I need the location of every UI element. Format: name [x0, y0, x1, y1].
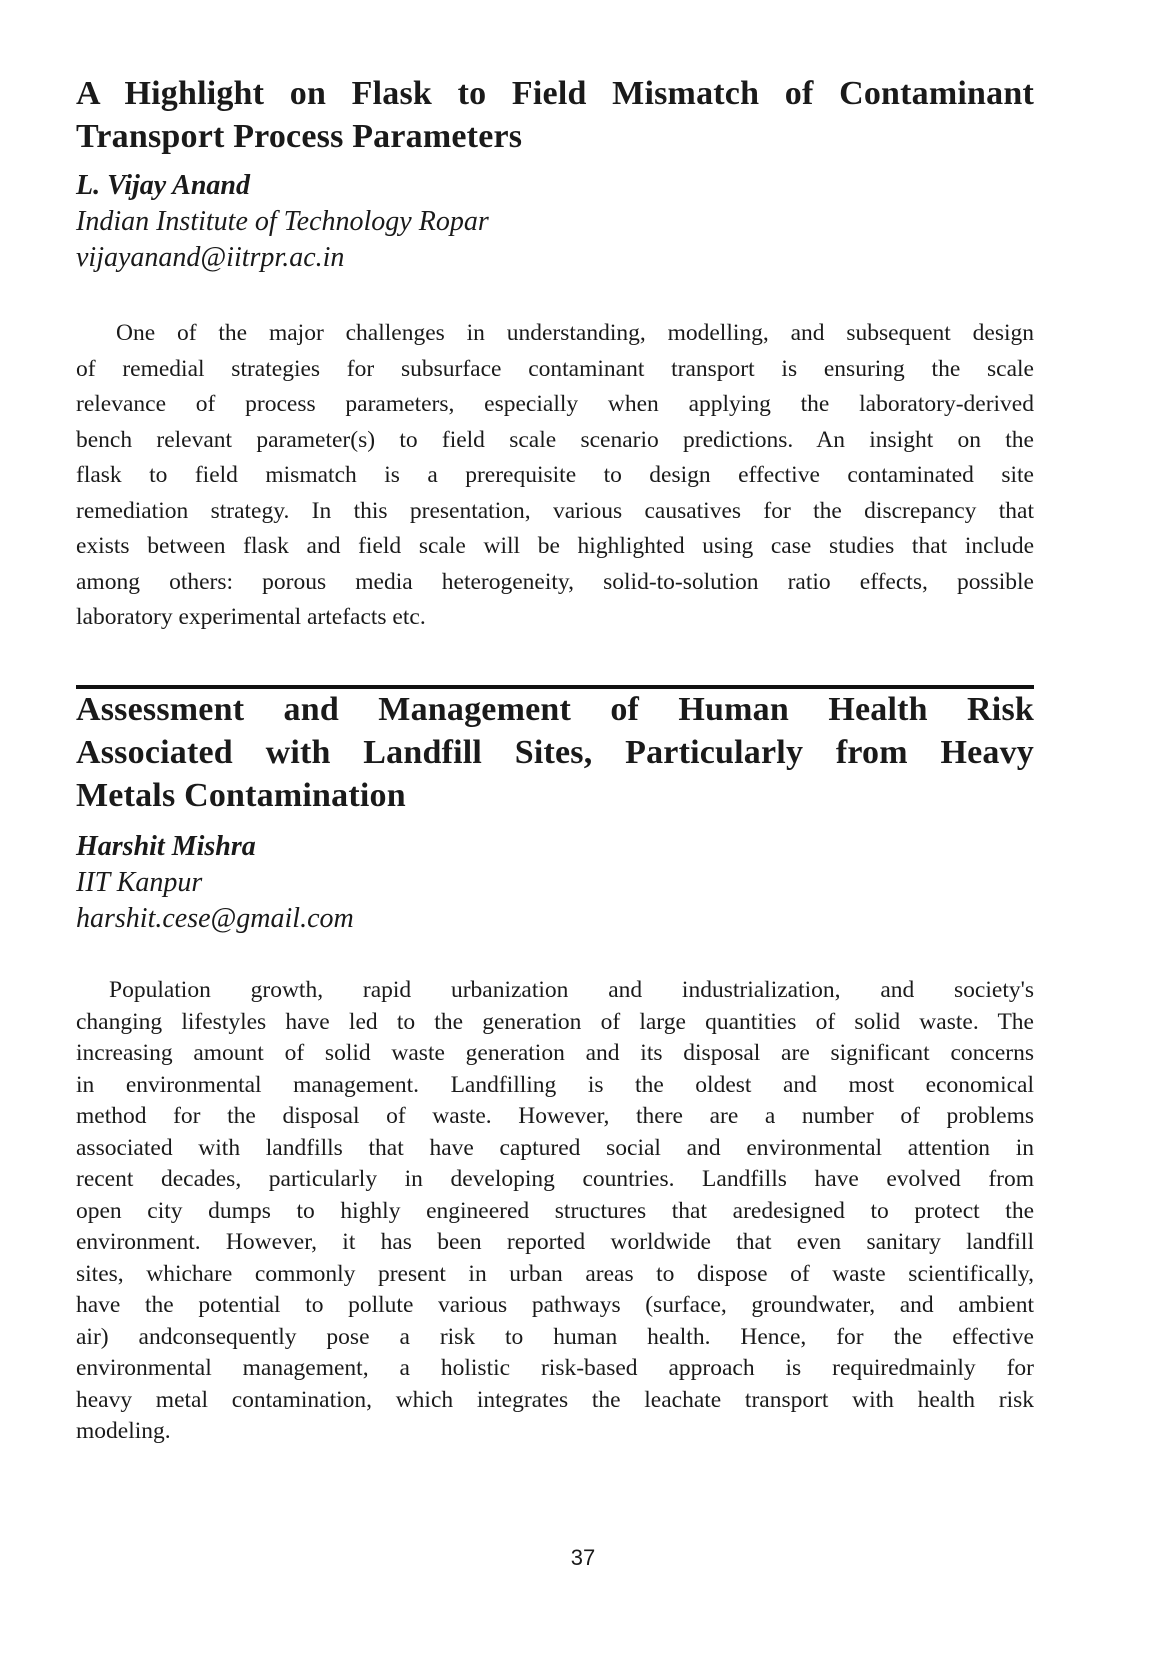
- abstract-line: environmental management, a holistic risk-based approach is requiredmainly for: [76, 1355, 1034, 1381]
- abstract-line: laboratory experimental artefacts etc.: [76, 604, 426, 630]
- abstract-line: associated with landfills that have captured social and environmental attention in: [76, 1134, 1034, 1161]
- abstract-line: among others: porous media heterogeneity, solid-to-solution ratio effects, possible: [76, 568, 1034, 595]
- paper-1-abstract: [76, 316, 1034, 636]
- abstract-line: environment. However, it has been reported worldwide that even sanitary landfill: [76, 1229, 1034, 1255]
- title-line: Assessment and Management of Human Health Risk: [76, 691, 1034, 728]
- title-line: Transport Process Parameters: [76, 118, 523, 155]
- abstract-line: Population growth, rapid urbanization and industrialization, and society's: [109, 977, 1034, 1003]
- paper-1-author: L. Vijay Anand: [76, 170, 251, 201]
- paper-2-abstract: [76, 975, 1034, 1448]
- abstract-line: heavy metal contamination, which integrates the leachate transport with health risk: [76, 1386, 1034, 1413]
- paper-1-email: vijayanand@iitrpr.ac.in: [76, 242, 345, 273]
- abstract-line: method for the disposal of waste. However, there are a number of problems: [76, 1103, 1034, 1129]
- paper-1-title: [76, 72, 1034, 158]
- abstract-line: relevance of process parameters, especially when applying the laboratory-derived: [76, 391, 1034, 417]
- abstract-line: changing lifestyles have led to the generation of large quantities of solid waste. The: [76, 1008, 1034, 1035]
- abstract-line: One of the major challenges in understanding, modelling, and subsequent design: [116, 320, 1034, 346]
- paper-2-affiliation: IIT Kanpur: [76, 867, 203, 898]
- paper-1-affiliation: Indian Institute of Technology Ropar: [76, 206, 489, 237]
- abstract-line: of remedial strategies for subsurface contaminant transport is ensuring the scale: [76, 355, 1034, 382]
- abstract-line: air) andconsequently pose a risk to human health. Hence, for the effective: [76, 1323, 1034, 1350]
- paper-2: [76, 686, 1034, 1448]
- paper-2-author: Harshit Mishra: [76, 831, 256, 862]
- abstract-line: open city dumps to highly engineered structures that aredesigned to protect the: [76, 1197, 1034, 1224]
- page-number: 37: [570, 1545, 596, 1570]
- title-line: Metals Contamination: [76, 777, 406, 814]
- abstract-line: modeling.: [76, 1418, 171, 1444]
- title-line: A Highlight on Flask to Field Mismatch of Contaminant: [76, 75, 1034, 112]
- paper-2-title: [76, 686, 1034, 817]
- abstract-line: increasing amount of solid waste generation and its disposal are significant concerns: [76, 1040, 1034, 1066]
- paper-2-email: harshit.cese@gmail.com: [76, 903, 354, 934]
- abstract-line: bench relevant parameter(s) to field scale scenario predictions. An insight on the: [76, 426, 1034, 453]
- abstract-line: in environmental management. Landfilling is the oldest and most economical: [76, 1071, 1034, 1098]
- abstract-line: sites, whichare commonly present in urban areas to dispose of waste scientifically,: [76, 1260, 1034, 1287]
- title-line: Associated with Landfill Sites, Particularly from Heavy: [76, 734, 1034, 771]
- abstract-line: recent decades, particularly in developing countries. Landfills have evolved from: [76, 1166, 1034, 1192]
- abstract-line: exists between flask and field scale will be highlighted using case studies that include: [76, 533, 1034, 559]
- paper-1: [76, 72, 1034, 636]
- abstract-line: flask to field mismatch is a prerequisite to design effective contaminated site: [76, 462, 1034, 488]
- abstract-line: remediation strategy. In this presentation, various causatives for the discrepancy that: [76, 497, 1034, 524]
- abstract-line: have the potential to pollute various pathways (surface, groundwater, and ambient: [76, 1292, 1034, 1318]
